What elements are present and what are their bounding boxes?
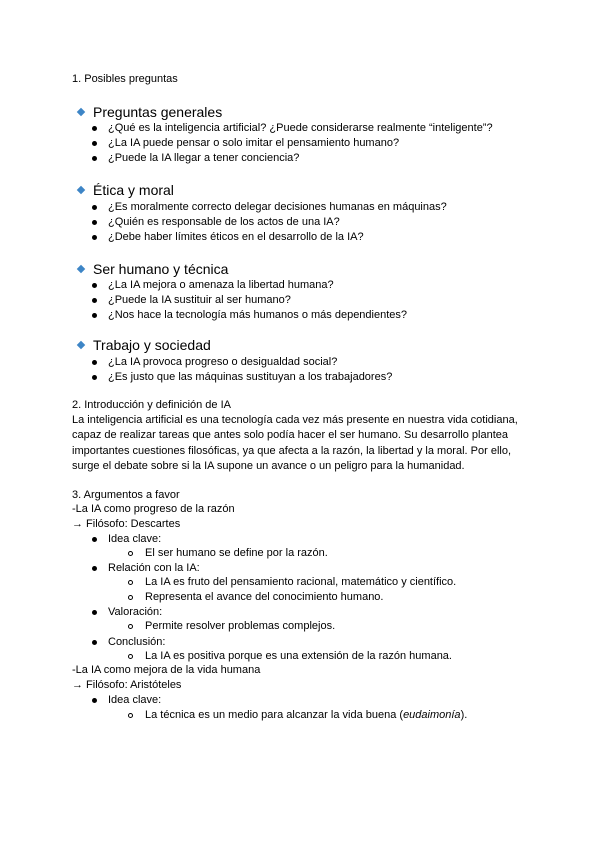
category-title-human-technique: Ser humano y técnica [93, 261, 229, 277]
list-item: ¿Quién es responsable de los actos de una IA? [108, 216, 340, 228]
paragraph-line: capaz de realizar tareas que antes solo podía hacer el ser humano. Su desarrollo plantea [72, 429, 508, 442]
point-label: Conclusión: [108, 636, 166, 648]
bullet-icon [92, 610, 97, 615]
sub-point: El ser humano se define por la razón. [145, 547, 328, 559]
sub-point: La IA es fruto del pensamiento racional, matemático y científico. [145, 576, 457, 588]
circle-bullet-icon [128, 654, 133, 659]
list-item: ¿Es justo que las máquinas sustituyan a los trabajadores? [108, 371, 393, 383]
list-item: ¿Qué es la inteligencia artificial? ¿Puede considerarse realmente “inteligente”? [108, 122, 493, 134]
bullet-icon [92, 298, 97, 303]
diamond-bullet-icon [77, 341, 85, 349]
category-title-ethics: Ética y moral [93, 182, 174, 198]
circle-bullet-icon [128, 713, 133, 718]
introduction-paragraph [72, 413, 532, 474]
circle-bullet-icon [128, 580, 133, 585]
bullet-icon [92, 141, 97, 146]
list-item: ¿Debe haber límites éticos en el desarrollo de la IA? [108, 231, 364, 243]
point-label: Relación con la IA: [108, 562, 200, 574]
point-label: Idea clave: [108, 694, 162, 706]
philosopher-line: → Filósofo: Aristóteles [72, 679, 182, 691]
paragraph-line: La inteligencia artificial es una tecnología cada vez más presente en nuestra vida cotidiana, [72, 414, 518, 426]
list-item: ¿La IA mejora o amenaza la libertad humana? [108, 279, 334, 291]
bullet-icon [92, 313, 97, 318]
paragraph-line: surge el debate sobre si la IA supone un avance o un peligro para la humanidad. [72, 459, 465, 472]
category-title-work-society: Trabajo y sociedad [93, 337, 211, 353]
bullet-icon [92, 205, 97, 210]
bullet-icon [92, 235, 97, 240]
category-title-general: Preguntas generales [93, 104, 223, 120]
sub-point-text-end: ). [460, 709, 468, 721]
section-heading-introduction: 2. Introducción y definición de IA [72, 399, 231, 411]
section-heading-possible-questions: 1. Posibles preguntas [72, 73, 178, 85]
diamond-bullet-icon [77, 265, 85, 273]
bullet-icon [92, 126, 97, 131]
sub-point [145, 708, 467, 722]
diamond-bullet-icon [77, 108, 85, 116]
bullet-icon [92, 698, 97, 703]
point-label: Valoración: [108, 606, 163, 618]
sub-point-italic: eudaimonía [403, 709, 461, 721]
list-item: ¿Puede la IA llegar a tener conciencia? [108, 152, 300, 164]
section-heading-arguments-for: 3. Argumentos a favor [72, 489, 180, 501]
bullet-icon [92, 283, 97, 288]
list-item: ¿Nos hace la tecnología más humanos o más dependientes? [108, 309, 408, 321]
argument-title: -La IA como progreso de la razón [72, 503, 235, 515]
paragraph-line: importantes cuestiones filosóficas, ya que afecta a la razón, la libertad y la moral. Por ello, [72, 444, 512, 457]
sub-point: Representa el avance del conocimiento humano. [145, 591, 384, 603]
bullet-icon [92, 156, 97, 161]
philosopher-line: → Filósofo: Descartes [72, 518, 181, 530]
bullet-icon [92, 566, 97, 571]
diamond-bullet-icon [77, 186, 85, 194]
sub-point: La IA es positiva porque es una extensión de la razón humana. [145, 650, 452, 662]
point-label: Idea clave: [108, 533, 162, 545]
circle-bullet-icon [128, 595, 133, 600]
bullet-icon [92, 360, 97, 365]
sub-point: Permite resolver problemas complejos. [145, 620, 336, 632]
list-item: ¿Puede la IA sustituir al ser humano? [108, 294, 291, 306]
bullet-icon [92, 640, 97, 645]
bullet-icon [92, 220, 97, 225]
circle-bullet-icon [128, 624, 133, 629]
circle-bullet-icon [128, 551, 133, 556]
sub-point-text: La técnica es un medio para alcanzar la vida buena ( [145, 709, 404, 721]
bullet-icon [92, 537, 97, 542]
argument-title: -La IA como mejora de la vida humana [72, 664, 261, 676]
list-item: ¿La IA puede pensar o solo imitar el pensamiento humano? [108, 137, 400, 149]
list-item: ¿Es moralmente correcto delegar decisiones humanas en máquinas? [108, 201, 447, 213]
list-item: ¿La IA provoca progreso o desigualdad social? [108, 356, 338, 368]
bullet-icon [92, 375, 97, 380]
